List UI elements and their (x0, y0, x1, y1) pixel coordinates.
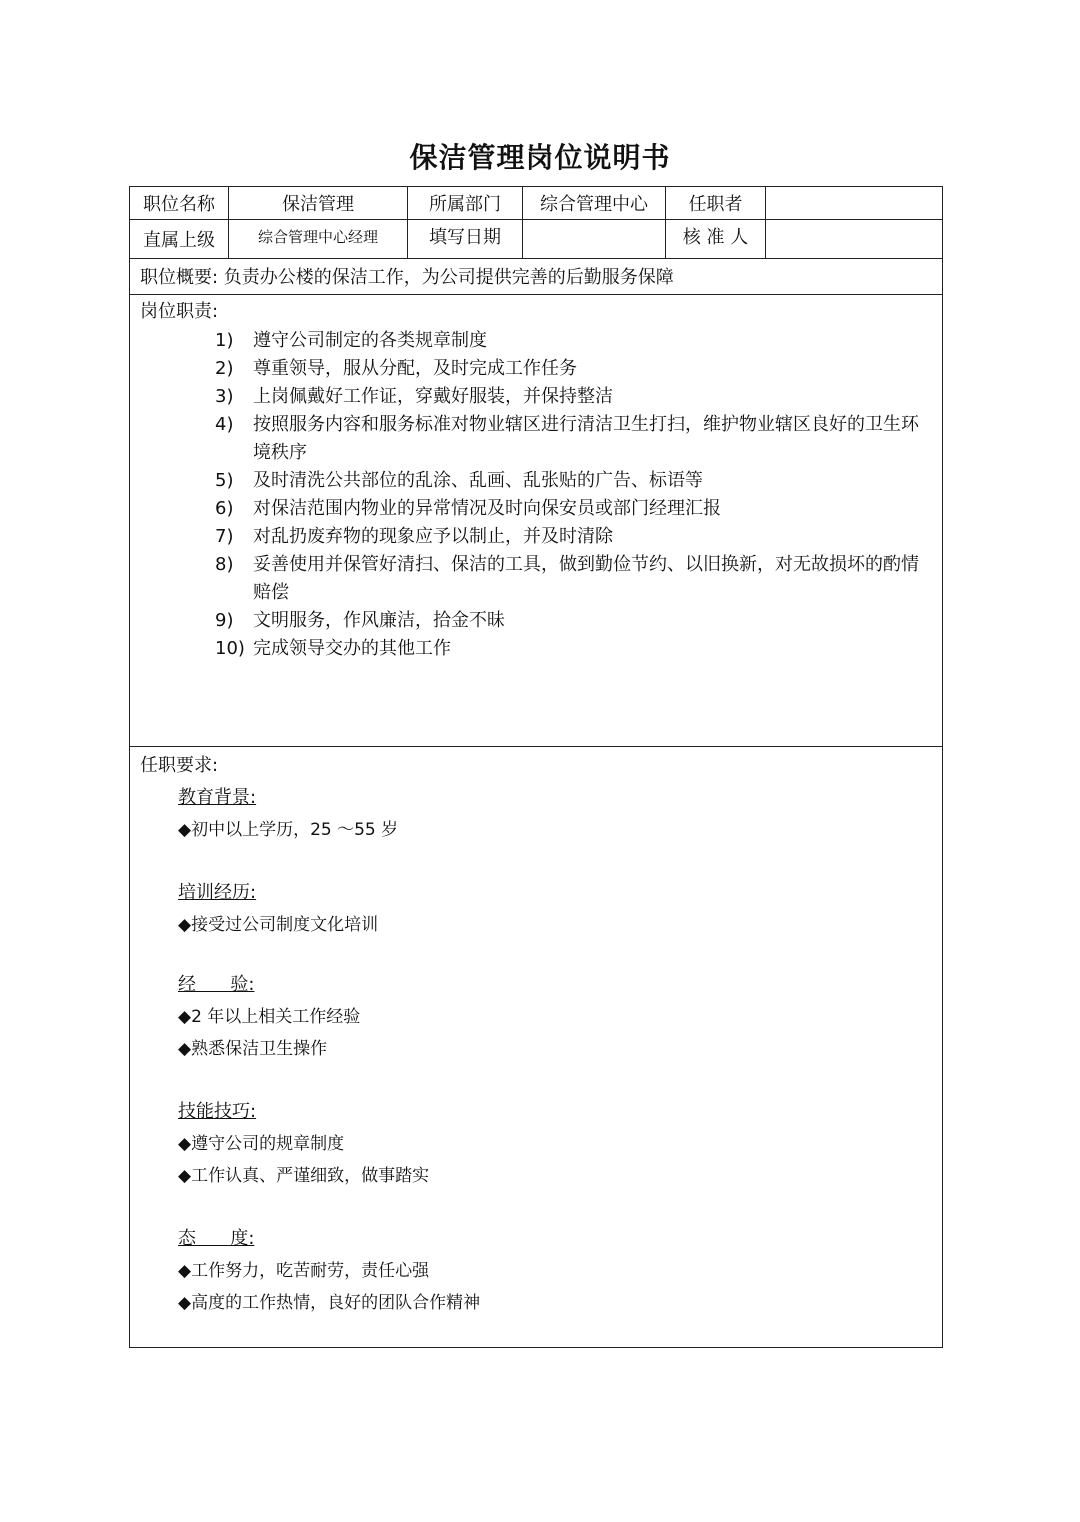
list-item: 6) 对保洁范围内物业的异常情况及时向保安员或部门经理汇报 (215, 498, 721, 519)
job-description-form (129, 186, 943, 1348)
list-item: 3) 上岗佩戴好工作证，穿戴好服装，并保持整洁 (215, 386, 613, 407)
list-item: 7) 对乱扔废弃物的现象应予以制止，并及时清除 (215, 526, 613, 547)
fill-date-value (523, 220, 665, 252)
skills-item: ◆遵守公司的规章制度 (178, 1134, 345, 1154)
supervisor-label: 直属上级 (143, 230, 215, 251)
list-item: 5) 及时清洗公共部位的乱涂、乱画、乱张贴的广告、标语等 (215, 470, 703, 491)
approver-value (766, 220, 942, 252)
training-heading: 培训经历: (178, 882, 257, 903)
fill-date-label: 填写日期 (429, 227, 501, 248)
experience-item: ◆熟悉保洁卫生操作 (178, 1039, 328, 1059)
attitude-item: ◆高度的工作热情，良好的团队合作精神 (178, 1293, 481, 1313)
skills-heading: 技能技巧: (178, 1101, 257, 1122)
list-item: 2) 尊重领导，服从分配，及时完成工作任务 (215, 358, 577, 379)
row-divider (130, 294, 942, 295)
list-item: 1) 遵守公司制定的各类规章制度 (215, 330, 487, 351)
training-item: ◆接受过公司制度文化培训 (178, 915, 379, 935)
list-item: 9) 文明服务，作风廉洁，拾金不昧 (215, 610, 505, 631)
education-item: ◆初中以上学历，25 ～55 岁 (178, 820, 399, 840)
list-item: 8) 妥善使用并保管好清扫、保洁的工具，做到勤俭节约、以旧换新，对无故损坏的酌情赔偿 (215, 554, 919, 603)
list-item: 10) 完成领导交办的其他工作 (215, 638, 451, 659)
department-value: 综合管理中心 (540, 194, 648, 215)
incumbent-value (766, 187, 942, 219)
supervisor-value: 综合管理中心经理 (257, 227, 378, 246)
incumbent-label: 任职者 (688, 194, 743, 215)
approver-label: 核 准 人 (682, 227, 749, 248)
education-heading: 教育背景: (178, 787, 257, 808)
duties-list (215, 327, 935, 663)
experience-item: ◆2 年以上相关工作经验 (178, 1007, 361, 1027)
position-name-label: 职位名称 (143, 194, 215, 215)
requirements-heading: 任职要求: (140, 755, 219, 776)
document-title: 保洁管理岗位说明书 (409, 141, 671, 174)
skills-item: ◆工作认真、严谨细致，做事踏实 (178, 1166, 430, 1186)
department-label: 所属部门 (429, 194, 501, 215)
list-item: 4) 按照服务内容和服务标准对物业辖区进行清洁卫生打扫，维护物业辖区良好的卫生环境秩序 (215, 414, 919, 463)
attitude-item: ◆工作努力，吃苦耐劳，责任心强 (178, 1261, 430, 1281)
row-divider (130, 746, 942, 747)
position-overview: 职位概要: 负责办公楼的保洁工作，为公司提供完善的后勤服务保障 (140, 267, 674, 288)
duties-heading: 岗位职责: (140, 301, 219, 322)
experience-heading: 经 验: (178, 974, 255, 995)
position-name-value: 保洁管理 (282, 194, 354, 215)
attitude-heading: 态 度: (178, 1228, 255, 1249)
